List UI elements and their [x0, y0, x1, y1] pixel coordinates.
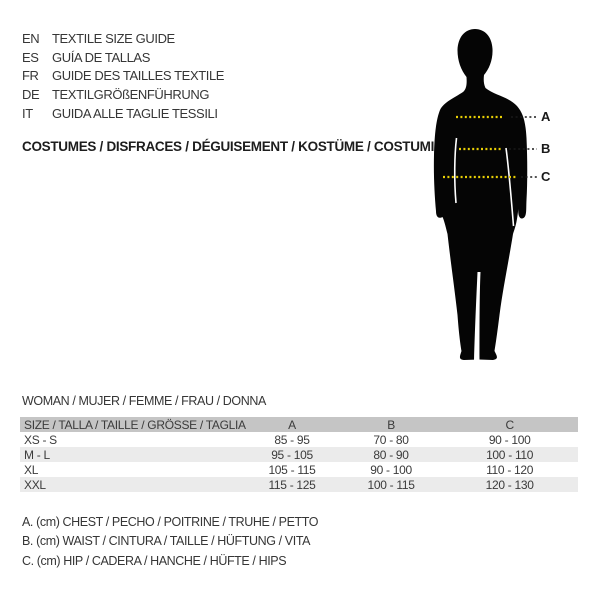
language-code: EN [22, 30, 40, 46]
note-waist: B. (cm) WAIST / CINTURA / TAILLE / HÜFTUNG / VITA [22, 534, 311, 549]
chest-cell: 85 - 95 [274, 432, 310, 447]
measure-label-hip: C [541, 169, 551, 184]
col-header-c: C [505, 417, 514, 432]
measurement-notes [22, 512, 318, 571]
table-row-m-l [20, 447, 578, 462]
language-code: DE [22, 86, 40, 102]
category-title: COSTUMES / DISFRACES / DÉGUISEMENT / KOSTÜME / COSTUMI [22, 139, 435, 154]
hip-cell: 90 - 100 [488, 432, 531, 447]
waist-cell: 70 - 80 [373, 432, 409, 447]
col-header-b: B [387, 417, 395, 432]
language-label: GUIDE DES TAILLES TEXTILE [52, 68, 225, 84]
language-row-de [22, 85, 224, 104]
hip-cell: 120 - 130 [485, 477, 534, 492]
woman-silhouette-figure [420, 20, 600, 370]
col-header-a: A [288, 417, 296, 432]
language-code: FR [22, 68, 39, 84]
language-code: IT [22, 105, 33, 121]
measure-label-chest: A [541, 109, 551, 124]
table-row-xxl [20, 477, 578, 492]
language-label: TEXTILE SIZE GUIDE [52, 30, 175, 46]
table-row-xl [20, 462, 578, 477]
chest-cell: 115 - 125 [268, 477, 316, 492]
language-code: ES [22, 49, 39, 65]
language-label: GUÍA DE TALLAS [52, 49, 150, 65]
chest-cell: 95 - 105 [271, 447, 313, 462]
woman-silhouette-icon [420, 20, 600, 370]
language-row-it [22, 104, 224, 123]
language-list [22, 29, 224, 122]
size-table [20, 417, 578, 492]
waist-cell: 100 - 115 [367, 477, 415, 492]
waist-cell: 90 - 100 [370, 462, 412, 477]
note-hip: C. (cm) HIP / CADERA / HANCHE / HÜFTE / HIPS [22, 553, 287, 568]
language-label: GUIDA ALLE TAGLIE TESSILI [52, 105, 218, 121]
note-chest: A. (cm) CHEST / PECHO / POITRINE / TRUHE / PETTO [22, 514, 319, 529]
hip-cell: 110 - 120 [486, 462, 534, 477]
size-table-header-row [20, 417, 578, 432]
size-cell: XXL [24, 477, 46, 492]
section-title-woman: WOMAN / MUJER / FEMME / FRAU / DONNA [22, 394, 266, 408]
language-row-fr [22, 66, 224, 85]
chest-cell: 105 - 115 [268, 462, 316, 477]
hip-cell: 100 - 110 [486, 447, 534, 462]
size-cell: XS - S [24, 432, 57, 447]
language-row-es [22, 48, 224, 67]
measure-label-waist: B [541, 141, 551, 156]
size-cell: XL [24, 462, 39, 477]
size-cell: M - L [24, 447, 50, 462]
waist-cell: 80 - 90 [373, 447, 409, 462]
table-row-xs-s [20, 432, 578, 447]
col-header-size: SIZE / TALLA / TAILLE / GRÖSSE / TAGLIA [24, 417, 246, 432]
language-row-en [22, 29, 224, 48]
language-label: TEXTILGRÖßENFÜHRUNG [52, 86, 210, 102]
